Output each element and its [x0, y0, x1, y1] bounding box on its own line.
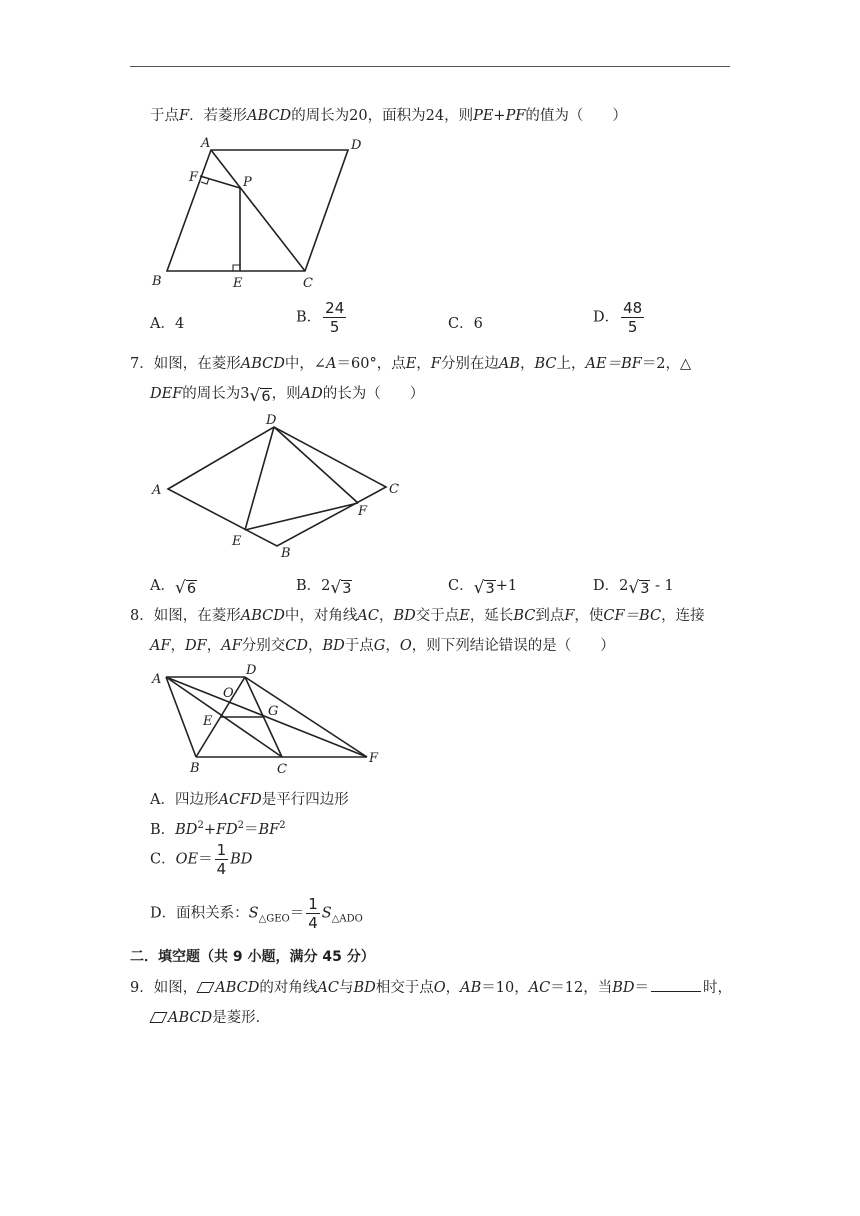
q8-line1: 8．如图，在菱形ABCD中，对角线AC，BD交于点E，延长BC到点F，使CF＝BC，连接: [130, 608, 705, 624]
section-title: 二．填空题（共 9 小题，满分 45 分）: [130, 949, 375, 965]
q8-label-e: E: [203, 714, 213, 729]
q7-option-d: D．2 √ 3 - 1: [593, 578, 674, 598]
q6-label-c: C: [303, 276, 313, 291]
answer-blank[interactable]: [651, 979, 701, 992]
q8-label-c: C: [277, 762, 287, 777]
q8-option-a: A．四边形ACFD是平行四边形: [150, 792, 349, 808]
q6-label-a: A: [201, 136, 211, 151]
q8-option-d: D．面积关系：$S_{\triangle GEO}=$ $\frac{1}{4}$ $S_{\triangle ADO}$: [150, 895, 363, 932]
q8-option-c: C．OE＝ $\frac{1}{4}$ BD: [150, 841, 253, 878]
q9-line2: ABCD是菱形．: [150, 1006, 270, 1027]
q7-label-e: E: [232, 534, 242, 549]
q6-label-f: F: [189, 170, 199, 185]
q7-label-a: A: [152, 483, 162, 498]
q7-option-b: B．2 √ 3: [296, 578, 352, 598]
q6-option-b: B． $\frac{24}{5}$: [296, 299, 345, 336]
q8-label-f: F: [369, 751, 379, 766]
q8-label-a: A: [152, 672, 162, 687]
q8-label-g: G: [268, 704, 279, 719]
q6-option-d: D． $\frac{48}{5}$: [593, 299, 643, 336]
q6-label-b: B: [152, 274, 162, 289]
q6-option-c: C．6: [448, 316, 483, 332]
q6-label-d: D: [351, 138, 362, 153]
q7-label-b: B: [281, 546, 291, 561]
q8-label-o: O: [223, 686, 234, 701]
q7-line2: DEF的周长为3 √ 6 ，则AD的长为（ ）: [150, 386, 425, 406]
q8-label-b: B: [190, 761, 200, 776]
q7-label-f: F: [358, 504, 368, 519]
q8-option-b: B．$BD^2+FD^2=BF^2$: [150, 820, 286, 838]
parallelogram-icon: [149, 1012, 167, 1023]
q8-line2: AF，DF，AF分别交CD，BD于点G，O，则下列结论错误的是（ ）: [150, 638, 615, 654]
q9-line1: 9．如图， ABCD的对角线AC与BD相交于点O，AB＝10，AC＝12，当BD＝ 时，: [130, 980, 733, 996]
q7-label-d: D: [266, 413, 277, 428]
q6-label-e: E: [233, 276, 243, 291]
q6-option-a: A．4: [150, 316, 185, 332]
q7-option-c: C． √ 3 +1: [448, 578, 518, 598]
q8-label-d: D: [246, 663, 257, 678]
parallelogram-icon: [197, 982, 215, 993]
q7-option-a: A． √ 6: [150, 578, 197, 598]
q6-label-p: P: [243, 175, 252, 190]
q7-label-c: C: [389, 482, 399, 497]
q7-line1: 7．如图，在菱形ABCD中，∠A＝60°，点E，F分别在边AB，BC上，AE＝BF＝2，△: [130, 356, 692, 372]
q6-text: 于点F．若菱形ABCD的周长为20，面积为24，则PE+PF的值为（ ）: [150, 108, 627, 124]
